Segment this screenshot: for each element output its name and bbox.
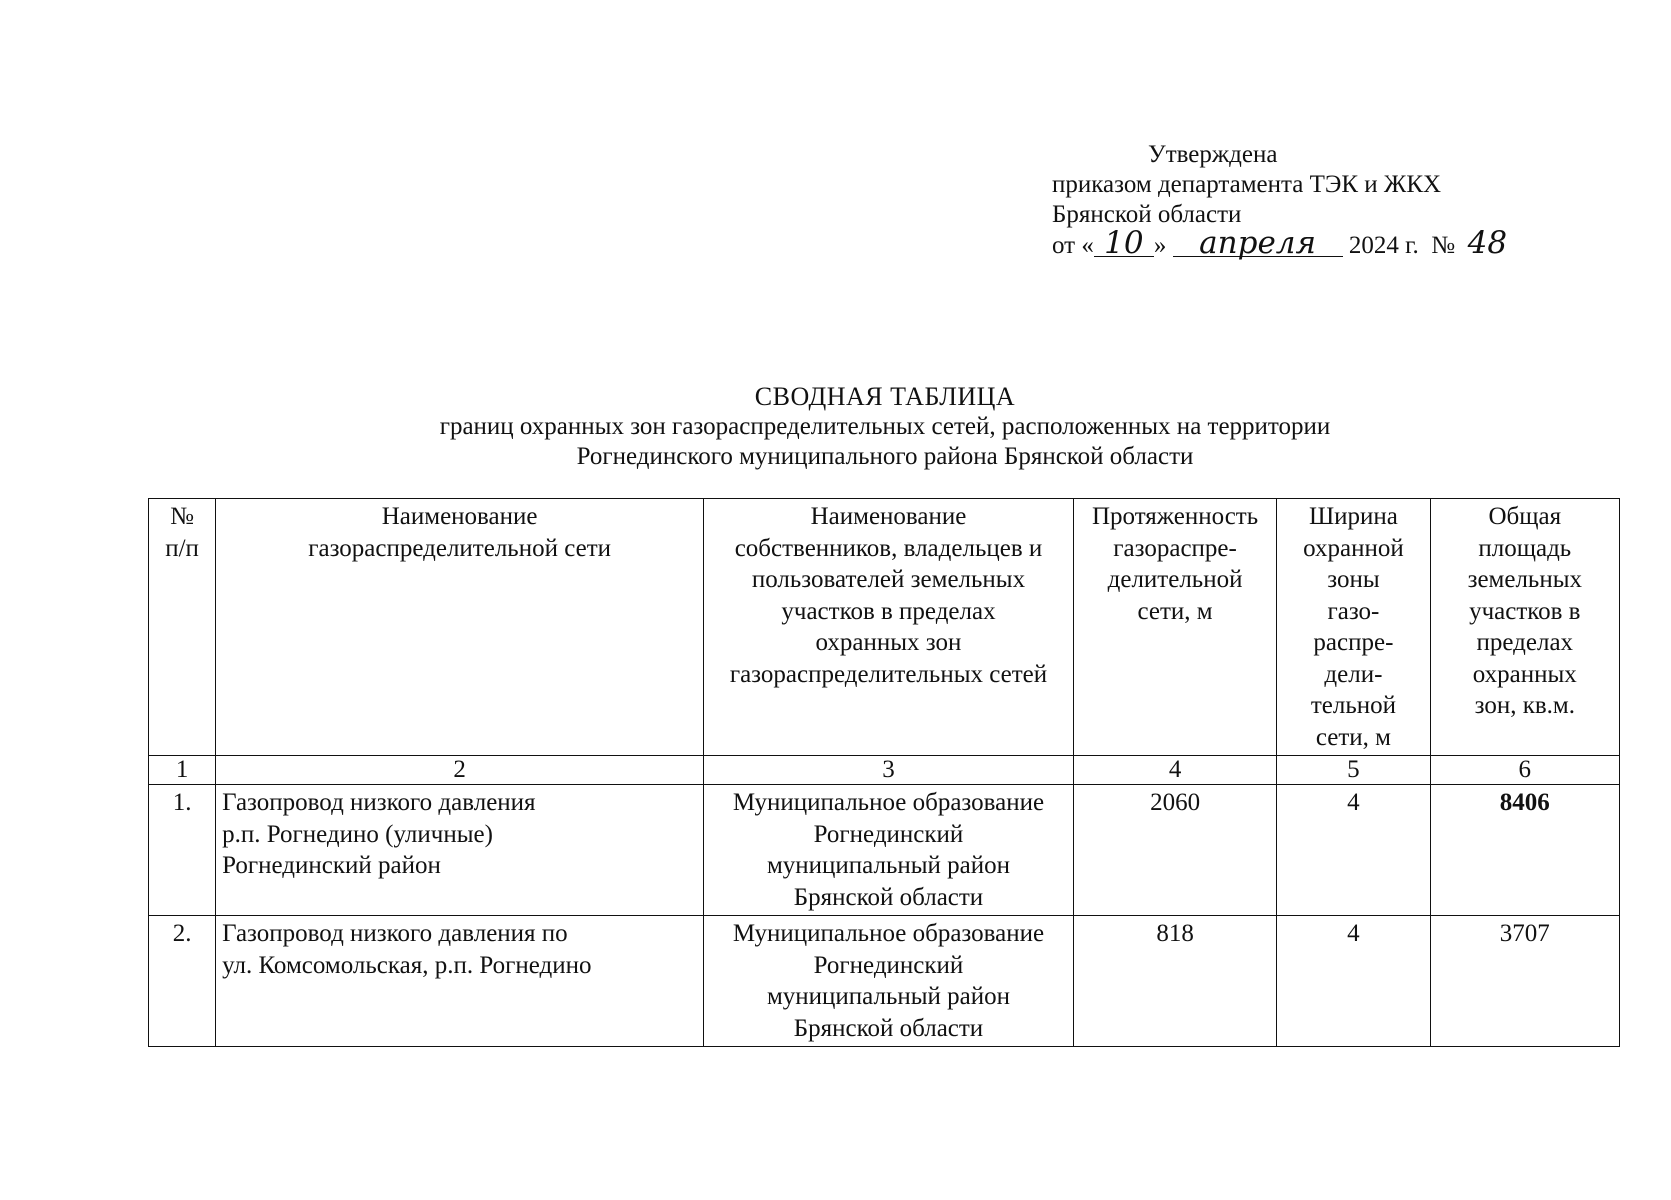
date-month: апреля [1173,230,1343,257]
header-number: № п/п [149,499,216,756]
index-cell: 3 [704,756,1074,785]
approval-title: Утверждена [1148,141,1278,168]
approval-order: приказом департамента ТЭК и ЖКХ [1052,171,1442,198]
summary-table [148,498,1620,1047]
approval-region: Брянской области [1052,201,1242,228]
table-header-row [149,499,1620,756]
document-subtitle-1: границ охранных зон газораспределительных сетей, расположенных на территории [439,413,1331,440]
row-network-name: Газопровод низкого давления р.п. Рогнедино (уличные) Рогнединский район [216,785,704,916]
order-number: 48 [1467,225,1508,261]
document-heading [0,382,1671,472]
header-total-area: Общая площадь земельных участков в пределах охранных зон, кв.м. [1430,499,1619,756]
row-length: 2060 [1073,785,1276,916]
date-quote-close: » [1153,232,1167,259]
number-sign: № [1431,232,1456,259]
header-length: Протяженность газораспре- делительной сети, м [1073,499,1276,756]
row-owner: Муниципальное образование Рогнединский муниципальный район Брянской области [704,916,1074,1047]
document-subtitle-2: Рогнединского муниципального района Брянской области [576,443,1194,470]
date-year: 2024 г. [1348,232,1419,259]
table-row [149,785,1620,916]
row-network-name: Газопровод низкого давления по ул. Комсомольская, р.п. Рогнедино [216,916,704,1047]
row-length: 818 [1073,916,1276,1047]
header-network-name: Наименование газораспределительной сети [216,499,704,756]
table-row [149,916,1620,1047]
row-total-area: 8406 [1430,785,1619,916]
approval-block [1052,140,1513,261]
row-number: 1. [149,785,216,916]
index-cell: 2 [216,756,704,785]
index-cell: 5 [1277,756,1430,785]
header-zone-width: Ширина охранной зоны газо- распре- дели- тельной сети, м [1277,499,1430,756]
index-cell: 6 [1430,756,1619,785]
table-index-row [149,756,1620,785]
index-cell: 1 [149,756,216,785]
row-zone-width: 4 [1277,916,1430,1047]
row-total-area: 3707 [1430,916,1619,1047]
document-title: СВОДНАЯ ТАБЛИЦА [754,382,1016,411]
row-owner: Муниципальное образование Рогнединский муниципальный район Брянской области [704,785,1074,916]
row-zone-width: 4 [1277,785,1430,916]
approval-date-line [1052,225,1513,261]
date-prefix: от « [1052,232,1094,259]
date-day: 10 [1094,230,1154,257]
row-number: 2. [149,916,216,1047]
index-cell: 4 [1073,756,1276,785]
header-owners: Наименование собственников, владельцев и пользователей земельных участков в пределах охранных зон газораспределительных сетей [704,499,1074,756]
